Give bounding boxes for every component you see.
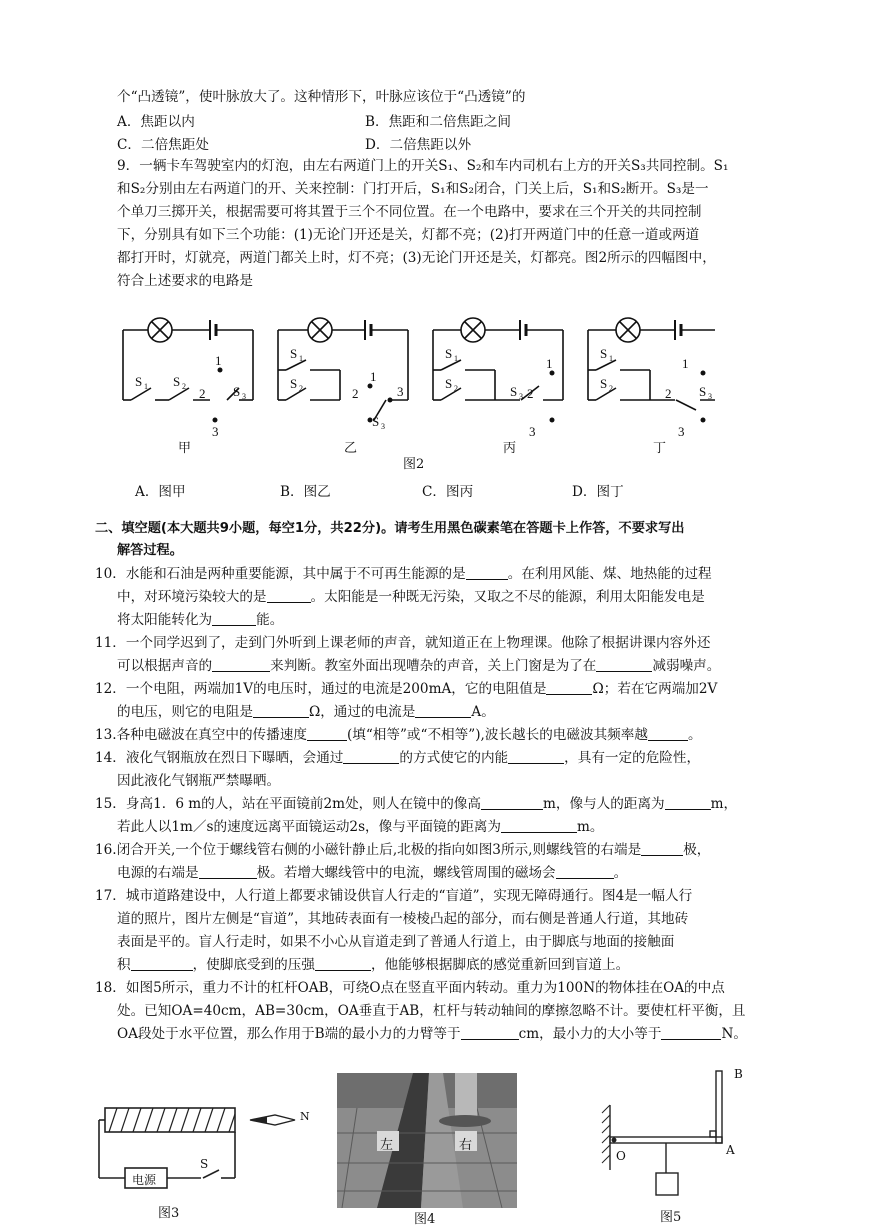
- q18-line-1: 18．如图5所示，重力不计的杠杆OAB，可绕O点在竖直平面内转动。重力为100N的物体挂在OA的中点: [95, 980, 725, 996]
- figure-4-left-label: 左: [380, 1138, 394, 1153]
- q11-blank-1[interactable]: [212, 658, 270, 672]
- svg-text:3: 3: [397, 384, 404, 399]
- figure-5-lever: [598, 1065, 763, 1205]
- q9-option-d: D．图丁: [572, 484, 624, 500]
- svg-text:S: S: [510, 384, 518, 399]
- figure-5-label-o: O: [616, 1149, 626, 1163]
- q13-line: 13.各种电磁波在真空中的传播速度 (填“相等”或“不相等”),波长越长的电磁波其频率越 。: [95, 727, 702, 743]
- q17-blank-2[interactable]: [315, 957, 371, 971]
- q12-line-2: 的电压，则它的电阻是 Ω，通过的电流是 A。: [117, 704, 495, 720]
- q15-line-1: 15．身高1．6 m的人，站在平面镜前2m处，则人在镜中的像高 m，像与人的距离为 m，: [95, 796, 738, 812]
- svg-text:S: S: [600, 376, 608, 391]
- svg-text:2: 2: [527, 386, 534, 401]
- q14-line-1: 14．液化气钢瓶放在烈日下曝晒，会通过 的方式使它的内能 ，具有一定的危险性，: [95, 750, 701, 766]
- svg-text:S: S: [372, 414, 380, 429]
- q10-blank-2[interactable]: [267, 589, 311, 603]
- q17-blank-1[interactable]: [131, 957, 193, 971]
- q12-blank-3[interactable]: [415, 704, 471, 718]
- q18-line-2: 处。已知OA=40cm，AB=30cm，OA垂直于AB，杠杆与转动轴间的摩擦忽略不计。要使杠杆平衡，且: [117, 1003, 746, 1019]
- q15-blank-2[interactable]: [665, 796, 711, 810]
- q9-option-c: C．图丙: [422, 484, 474, 500]
- q16-blank-1[interactable]: [641, 842, 683, 856]
- svg-text:2: 2: [199, 386, 206, 401]
- q9-line-3: 个单刀三掷开关，根据需要可将其置于三个不同位置。在一个电路中，要求在三个开关的共同控制: [117, 204, 702, 220]
- q12-blank-1[interactable]: [546, 681, 592, 695]
- q11-blank-2[interactable]: [596, 658, 652, 672]
- q9-option-a: A．图甲: [135, 484, 186, 500]
- q18-line-3: OA段处于水平位置，那么作用于B端的最小力的力臂等于 cm，最小力的大小等于 N。: [117, 1026, 747, 1042]
- q16-blank-2[interactable]: [199, 865, 257, 879]
- q17-line-3: 表面是平的。盲人行走时，如果不小心从盲道走到了普通人行道上，由于脚底与地面的接触面: [117, 934, 675, 950]
- svg-text:3: 3: [529, 424, 536, 439]
- svg-text:2: 2: [609, 384, 613, 393]
- figure-5-label-a: A: [726, 1143, 735, 1157]
- q17-line-4: 积 ，使脚底受到的压强 ，他能够根据脚底的感觉重新回到盲道上。: [117, 957, 630, 973]
- svg-text:3: 3: [242, 392, 246, 401]
- q15-blank-1[interactable]: [481, 796, 543, 810]
- svg-text:S: S: [290, 376, 298, 391]
- svg-text:1: 1: [370, 369, 377, 384]
- figure-3-needle-label: N: [300, 1110, 310, 1123]
- figure-3-power-label: 电源: [132, 1173, 157, 1187]
- section-2-heading: 二、填空题(本大题共9小题，每空1分，共22分)。请考生用黑色碳素笔在答题卡上作答，不要求写出: [95, 521, 685, 536]
- svg-text:1: 1: [609, 354, 613, 363]
- q8-option-a: A．焦距以内: [117, 114, 195, 130]
- q17-line-2: 道的照片，图片左侧是“盲道”，其地砖表面有一棱棱凸起的部分，而右侧是普通人行道，其地砖: [117, 911, 689, 927]
- circuit-yi: [278, 318, 408, 420]
- q9-line-6: 符合上述要求的电路是: [117, 273, 253, 289]
- circuit-bing: [433, 318, 563, 400]
- svg-text:3: 3: [519, 392, 523, 401]
- q10-line-2: 中，对环境污染较大的是 。太阳能是一种既无污染，又取之不尽的能源，利用太阳能发电是: [117, 589, 705, 605]
- q18-blank-1[interactable]: [461, 1026, 519, 1040]
- q11-line-1: 11．一个同学迟到了，走到门外听到上课老师的声音，就知道正在上物理课。他除了根据讲课内容外还: [95, 635, 711, 651]
- svg-text:3: 3: [678, 424, 685, 439]
- q8-option-b: B．焦距和二倍焦距之间: [365, 114, 511, 130]
- q10-line-3: 将太阳能转化为 能。: [117, 612, 284, 628]
- svg-text:2: 2: [454, 384, 458, 393]
- q8-line: 个“凸透镜”，使叶脉放大了。这种情形下，叶脉应该位于“凸透镜”的: [117, 89, 526, 105]
- figure-5-label-b: B: [734, 1067, 743, 1081]
- q18-blank-2[interactable]: [661, 1026, 721, 1040]
- q10-line-1: 10．水能和石油是两种重要能源，其中属于不可再生能源的是 。在利用风能、煤、地热能的过程: [95, 566, 712, 582]
- q16-line-1: 16.闭合开关,一个位于螺线管右侧的小磁针静止后,北极的指向如图3所示,则螺线管的右端是 极，: [95, 842, 711, 858]
- figure-4-caption: 图4: [414, 1212, 436, 1227]
- svg-text:S: S: [600, 346, 608, 361]
- svg-text:2: 2: [665, 386, 672, 401]
- svg-text:S: S: [699, 384, 707, 399]
- q8-option-c: C．二倍焦距处: [117, 137, 209, 153]
- q9-option-b: B．图乙: [280, 484, 331, 500]
- figure-4-right-label: 右: [459, 1138, 473, 1153]
- q12-blank-2[interactable]: [253, 704, 309, 718]
- q9-line-1: 9．一辆卡车驾驶室内的灯泡，由左右两道门上的开关S₁、S₂和车内司机右上方的开关S₃共同控制。S₁: [117, 158, 729, 174]
- svg-text:2: 2: [182, 382, 186, 391]
- circuit-label-jia: 甲: [178, 441, 192, 456]
- q9-line-4: 下，分别具有如下三个功能：(1)无论门开还是关，灯都不亮；(2)打开两道门中的任意一道或两道: [117, 227, 700, 243]
- svg-text:3: 3: [708, 392, 712, 401]
- figure-2-caption: 图2: [403, 457, 425, 472]
- q17-line-1: 17．城市道路建设中，人行道上都要求铺设供盲人行走的“盲道”，实现无障碍通行。图4是一幅人行: [95, 888, 693, 904]
- svg-text:2: 2: [299, 384, 303, 393]
- q15-line-2: 若此人以1m／s的速度远离平面镜运动2s，像与平面镜的距离为 m。: [117, 819, 604, 835]
- q13-blank-1[interactable]: [307, 727, 347, 741]
- svg-text:1: 1: [454, 354, 458, 363]
- svg-text:1: 1: [546, 356, 553, 371]
- svg-text:S: S: [135, 374, 143, 389]
- q12-line-1: 12．一个电阻，两端加1V的电压时，通过的电流是200mA，它的电阻值是 Ω；若在它两端加2V: [95, 681, 718, 697]
- q9-line-5: 都打开时，灯就亮，两道门都关上时，灯不亮；(3)无论门开还是关，灯都亮。图2所示的四幅图中，: [117, 250, 716, 266]
- circuit-ding: [588, 318, 715, 410]
- svg-text:S: S: [445, 346, 453, 361]
- circuit-label-yi: 乙: [344, 441, 358, 456]
- section-2-heading-cont: 解答过程。: [117, 543, 183, 558]
- figure-5-caption: 图5: [660, 1210, 682, 1225]
- q14-blank-2[interactable]: [508, 750, 564, 764]
- svg-text:1: 1: [299, 354, 303, 363]
- q14-line-2: 因此液化气钢瓶严禁曝晒。: [117, 773, 281, 789]
- q14-blank-1[interactable]: [343, 750, 399, 764]
- q13-blank-2[interactable]: [648, 727, 688, 741]
- q15-blank-3[interactable]: [501, 819, 577, 833]
- svg-text:3: 3: [381, 422, 385, 431]
- svg-text:2: 2: [352, 386, 359, 401]
- svg-text:1: 1: [682, 356, 689, 371]
- svg-text:S: S: [290, 346, 298, 361]
- svg-text:3: 3: [212, 424, 219, 439]
- svg-text:S: S: [173, 374, 181, 389]
- figure-3-switch-label: S: [200, 1157, 209, 1171]
- q10-blank-1[interactable]: [466, 566, 508, 580]
- svg-text:S: S: [233, 384, 241, 399]
- q16-blank-3[interactable]: [556, 865, 614, 879]
- figure-3-solenoid: [95, 1090, 320, 1210]
- circuit-label-bing: 丙: [503, 441, 517, 456]
- q16-line-2: 电源的右端是 极。若增大螺线管中的电流，螺线管周围的磁场会 。: [117, 865, 628, 881]
- q8-option-d: D．二倍焦距以外: [365, 137, 472, 153]
- circuit-label-ding: 丁: [653, 441, 667, 456]
- q10-blank-3[interactable]: [212, 612, 256, 626]
- q11-line-2: 可以根据声音的 来判断。教室外面出现嘈杂的声音，关上门窗是为了在 减弱噪声。: [117, 658, 721, 674]
- svg-text:S: S: [445, 376, 453, 391]
- svg-text:1: 1: [215, 353, 222, 368]
- figure-3-caption: 图3: [158, 1206, 180, 1221]
- q9-line-2: 和S₂分别由左右两道门的开、关来控制：门打开后，S₁和S₂闭合，门关上后，S₁和S₂断开。S₃是一: [117, 181, 709, 197]
- svg-text:1: 1: [144, 382, 148, 391]
- figure-4-sidewalk-photo: [337, 1073, 517, 1208]
